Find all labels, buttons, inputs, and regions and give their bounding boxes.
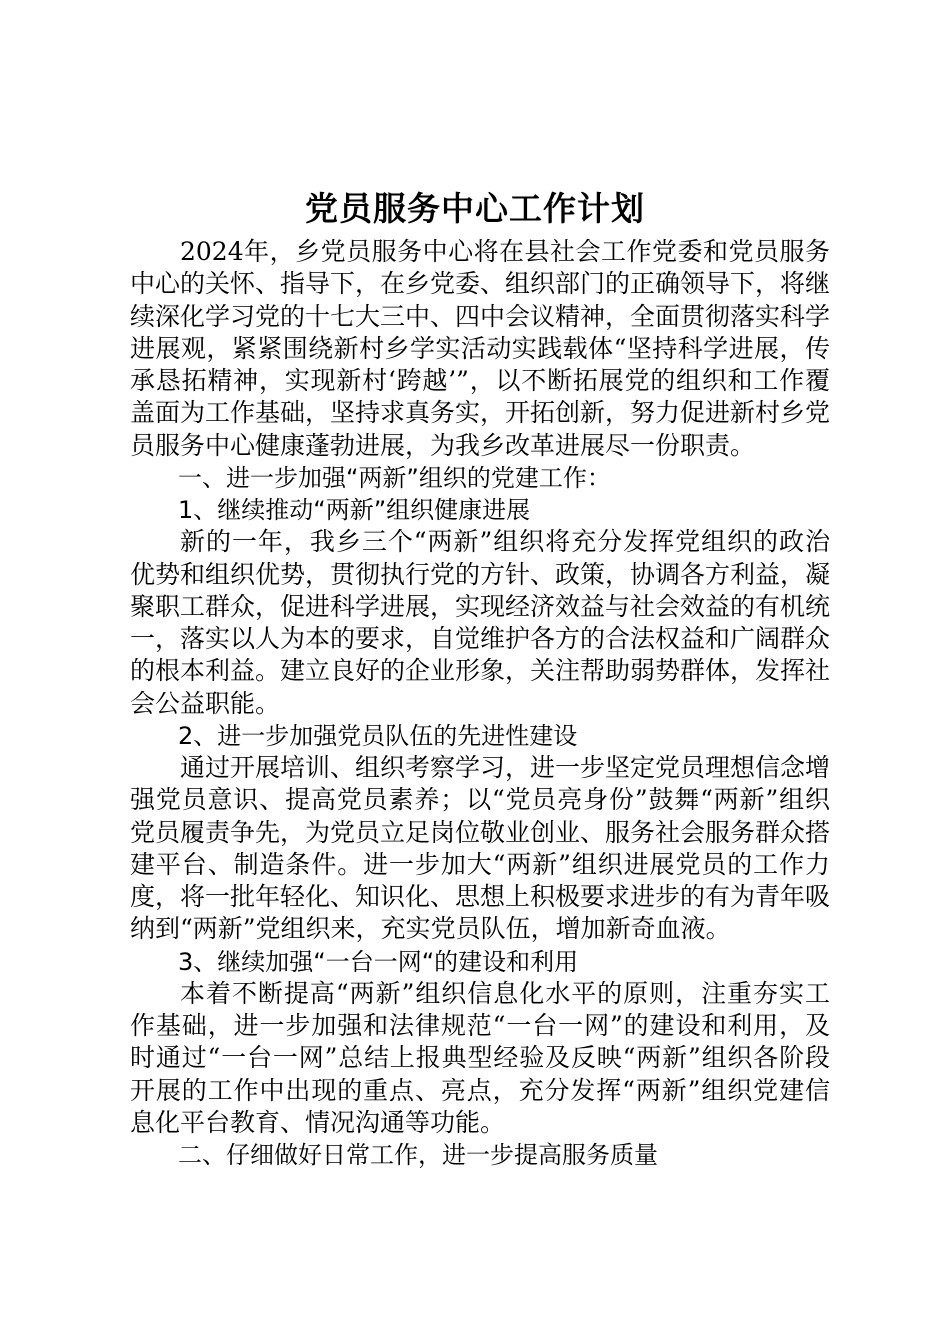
subsection-heading-3: 3、继续加强“一台一网“的建设和利用 — [178, 947, 579, 976]
document-body — [130, 236, 830, 1171]
intro-paragraph: 2024年，乡党员服务中心将在县社会工作党委和党员服务中心的关怀、指导下，在乡党委、组织部门的正确领导下，将继续深化学习党的十七大三中、四中会议精神，全面贯彻落实科学进展观，紧紧围绕新村乡学实活动实践载体“坚持科学进展，传承恳拓精神，实现新村‘跨越’”，以不断拓展党的组织和工作覆盖面为工作基础，坚持求真务实，开拓创新，努力促进新村乡党员服务中心健康蓬勃进展，为我乡改革进展尽一份职责。 — [130, 237, 831, 460]
section-heading-1: 一、进一步加强“两新”组织的党建工作： — [178, 463, 611, 492]
document-title: 党员服务中心工作计划 — [305, 189, 645, 228]
subsection-heading-1: 1、继续推动“两新”组织健康进展 — [178, 496, 531, 524]
body-paragraph-3: 本着不断提高“两新”组织信息化水平的原则，注重夯实工作基础，进一步加强和法律规范“一台一网”的建设和利用，及时通过“一台一网”总结上报典型经验及反映“两新”组织各阶段开展的工作中出现的重点、亮点，充分发挥“两新”组织党建信息化平台教育、情况沟通等功能。 — [130, 978, 830, 1137]
subsection-heading-2: 2、进一步加强党员队伍的先进性建设 — [178, 721, 578, 750]
section-heading-2: 二、仔细做好日常工作，进一步提高服务质量 — [178, 1141, 658, 1169]
body-paragraph-1: 新的一年，我乡三个“两新”组织将充分发挥党组织的政治优势和组织优势，贯彻执行党的方针、政策，协调各方利益，凝聚职工群众，促进科学进展，实现经济效益与社会效益的有机统一，落实以人为本的要求，自觉维护各方的合法权益和广阔群众的根本利益。建立良好的企业形象，关注帮助弱势群体，发挥社会公益职能。 — [130, 527, 831, 718]
body-paragraph-2: 通过开展培训、组织考察学习，进一步坚定党员理想信念增强党员意识、提高党员素养；以“党员亮身份”鼓舞“两新”组织党员履责争先，为党员立足岗位敬业创业、服务社会服务群众搭建平台、制造条件。进一步加大“两新”组织进展党员的工作力度，将一批年轻化、知识化、思想上积极要求进步的有为青年吸纳到“两新”党组织来，充实党员队伍，增加新奇血液。 — [130, 753, 831, 944]
